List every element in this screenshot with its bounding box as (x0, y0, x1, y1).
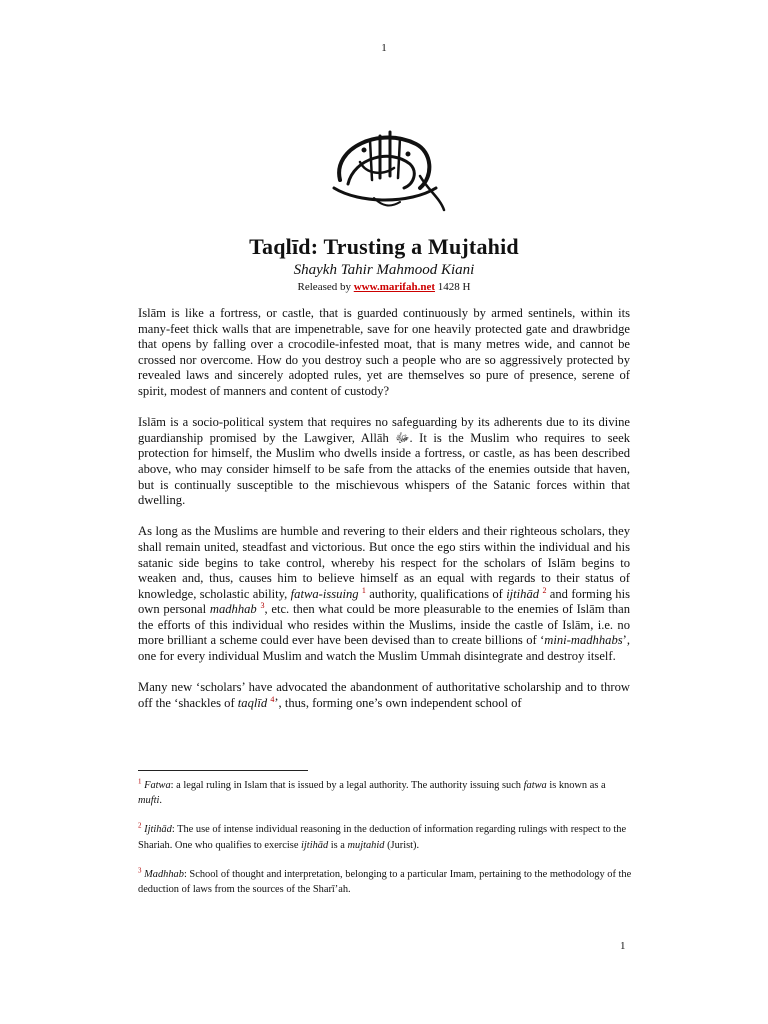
release-link[interactable]: www.marifah.net (353, 281, 436, 293)
release-suffix: 1428 H (435, 281, 471, 293)
footnote-3 (138, 867, 632, 897)
release-prefix: Released by (297, 281, 354, 293)
p3-text-b: authority, qualifications of (365, 586, 507, 601)
paragraph-4 (138, 680, 630, 711)
footnote-text: : School of thought and interpretation, belonging to a particular Imam, pertaining to the methodology of the deduction of laws from the sources of the Sharī’ah. (138, 868, 632, 896)
footnote-term: Madhhab (144, 868, 184, 880)
footnote-2 (138, 822, 632, 852)
document-title: Taqlīd: Trusting a Mujtahid (249, 234, 519, 259)
p3-text-a: As long as the Muslims are humble and revering to their elders and their righteous scholars, they shall remain united, steadfast and victorious. But once the ego stirs within the individual and his satanic side begins to take control, whereby his respect for the scholars of Islām begins to weaken and, thus, causes him to believe himself as an equal with regards to their status of knowledge, scholastic ability, (138, 524, 630, 601)
footnote-divider (138, 770, 308, 771)
footnote-text: is a (328, 839, 348, 851)
release-line (0, 281, 768, 293)
footnote-ref-3[interactable]: 3 (260, 601, 265, 611)
footnote-number: 2 (138, 821, 142, 830)
term-ijtihad: ijtihād (506, 586, 540, 601)
footnotes (138, 778, 632, 911)
term-mini-madhhabs: mini-madhhabs (544, 633, 623, 648)
footnote-term: Fatwa (144, 780, 171, 791)
footnote-number: 3 (138, 866, 142, 875)
footnote-term: fatwa (523, 780, 547, 791)
body-text (138, 306, 630, 727)
author-name: Shaykh Tahir Mahmood Kiani (293, 262, 475, 278)
p3-text-d: , etc. then what could be more pleasurable to the enemies of Islām than the efforts of this individual who resides within the Muslims, inside the castle of Islām, i.e. no more brilliant a scheme could ever have been devised than to create billions of ‘ (138, 602, 630, 648)
term-taqlid: taqlīd (237, 695, 268, 710)
p4-text-a: Many new ‘scholars’ have advocated the abandonment of authoritative scholarship and to throw off the ‘shackles of (138, 680, 630, 710)
paragraph-2: Islām is a socio-political system that requires no safeguarding by its adherents due to its divine guardianship promised by the Lawgiver, Allāh ﷻ. It is the Muslim who requires to seek protection for himself, the Muslim who dwells inside a fortress, or castle, as has been described above, who may consider himself to be safe from the attacks of the enemies outside that haven, but is continually susceptible to the mischievous whispers of the Satanic forces within that dwelling. (138, 415, 630, 508)
footnote-number: 1 (138, 777, 142, 786)
term-fatwa: fatwa-issuing (290, 586, 359, 601)
p3-text-c: and forming his own personal (138, 586, 630, 617)
footnote-text: : The use of intense individual reasoning in the deduction of information regarding rulings with respect to the Shariah. One who qualifies to exercise (138, 824, 627, 851)
footnote-term: mujtahid (347, 839, 385, 851)
footnote-term: mufti (138, 795, 160, 807)
page-number-bottom: 1 (620, 940, 626, 952)
footnote-ref-4[interactable]: 4 (270, 694, 275, 704)
footnote-ref-1[interactable]: 1 (361, 585, 366, 595)
footnote-term: Ijtihād (144, 824, 172, 836)
page-number-top: 1 (381, 42, 387, 54)
footnote-text: (Jurist). (384, 839, 420, 851)
footnote-text: is known as a (546, 780, 606, 791)
p4-text-b: ’, thus, forming one’s own independent school of (274, 695, 522, 710)
paragraph-3 (138, 524, 630, 664)
footnote-term: ijtihād (301, 839, 329, 851)
paragraph-1: Islām is like a fortress, or castle, that is guarded continuously by armed sentinels, within its many-feet thick walls that are impenetrable, save for one heavily protected gate and drawbridge that opens by falling over a crocodile-infested moat, that is many metres wide, and cannot be crossed nor overcome. How do you destroy such a people who are so aggressively protected by revealed laws and sincerely adopted rules, yet are themselves so pure of presence, serene of spirit, modest of manners and content of custody? (138, 306, 630, 398)
footnote-text: : a legal ruling in Islam that is issued by a legal authority. The authority issuing such (170, 780, 524, 791)
p3-text-e: ’, one for every individual Muslim and watch the Muslim Ummah disintegrate and destroy itself. (138, 633, 630, 664)
term-madhhab: madhhab (209, 602, 257, 617)
footnote-text: . (159, 795, 162, 807)
footnote-1 (138, 778, 632, 808)
footnote-ref-2[interactable]: 2 (542, 585, 547, 595)
arabic-calligraphy-icon (320, 118, 448, 214)
